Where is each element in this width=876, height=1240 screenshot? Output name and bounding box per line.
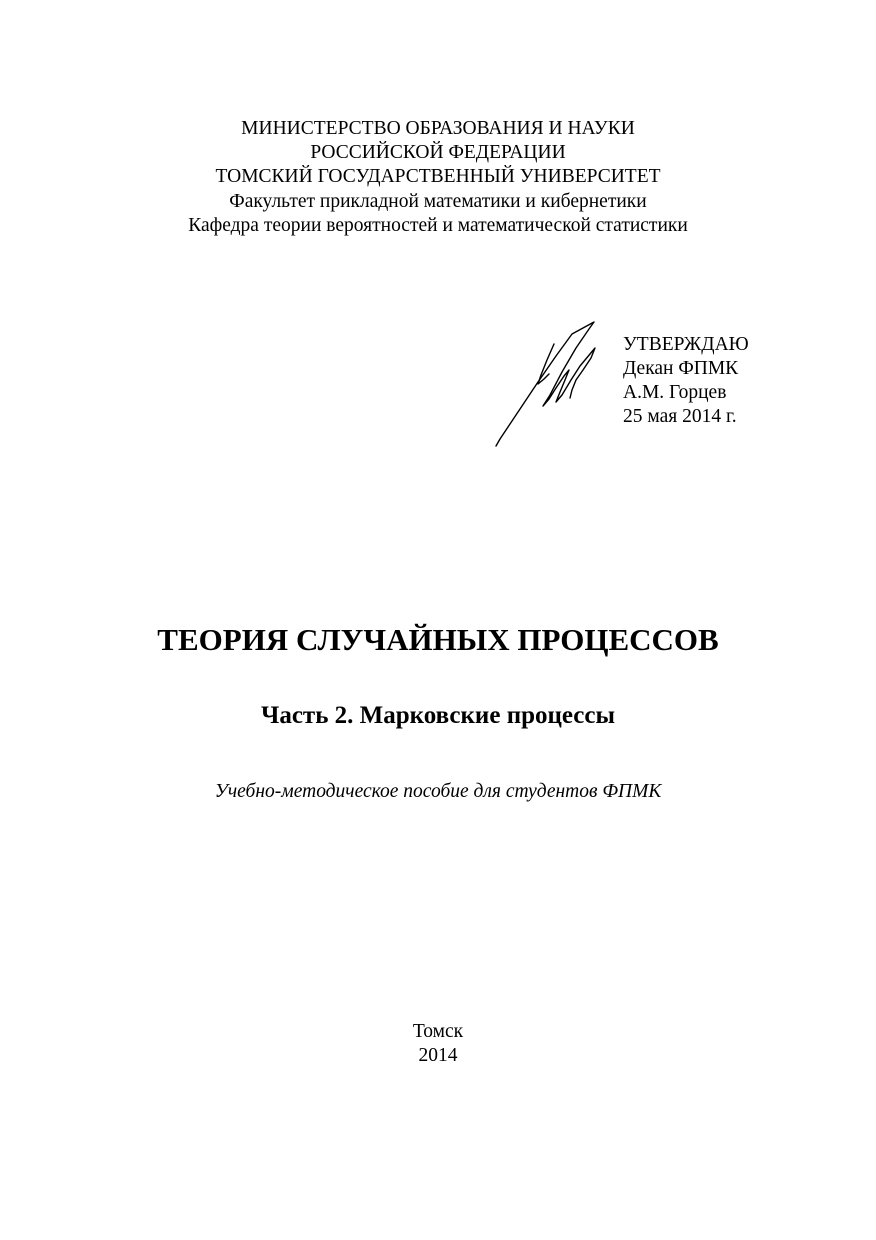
signature-image xyxy=(490,318,608,453)
approver-name: А.М. Горцев xyxy=(623,382,727,403)
faculty-name: Факультет прикладной математики и кибернетики xyxy=(229,190,647,212)
approval-date: 25 мая 2014 г. xyxy=(623,406,737,427)
university-name: ТОМСКИЙ ГОСУДАРСТВЕННЫЙ УНИВЕРСИТЕТ xyxy=(215,166,661,188)
publication-year: 2014 xyxy=(418,1045,458,1066)
approval-heading: УТВЕРЖДАЮ xyxy=(623,334,749,355)
publication-footer xyxy=(0,1020,876,1068)
department-name: Кафедра теории вероятностей и математической статистики xyxy=(188,214,688,236)
document-description: Учебно-методическое пособие для студентов ФПМК xyxy=(214,781,662,802)
document-subtitle: Часть 2. Марковские процессы xyxy=(260,702,616,729)
approval-block xyxy=(623,333,749,429)
ministry-line-2: РОССИЙСКОЙ ФЕДЕРАЦИИ xyxy=(310,142,566,164)
institution-header xyxy=(0,117,876,238)
approver-position: Декан ФПМК xyxy=(623,358,739,379)
publication-city: Томск xyxy=(412,1021,464,1042)
ministry-line-1: МИНИСТЕРСТВО ОБРАЗОВАНИЯ И НАУКИ xyxy=(241,118,635,139)
document-title: ТЕОРИЯ СЛУЧАЙНЫХ ПРОЦЕССОВ xyxy=(157,622,719,657)
